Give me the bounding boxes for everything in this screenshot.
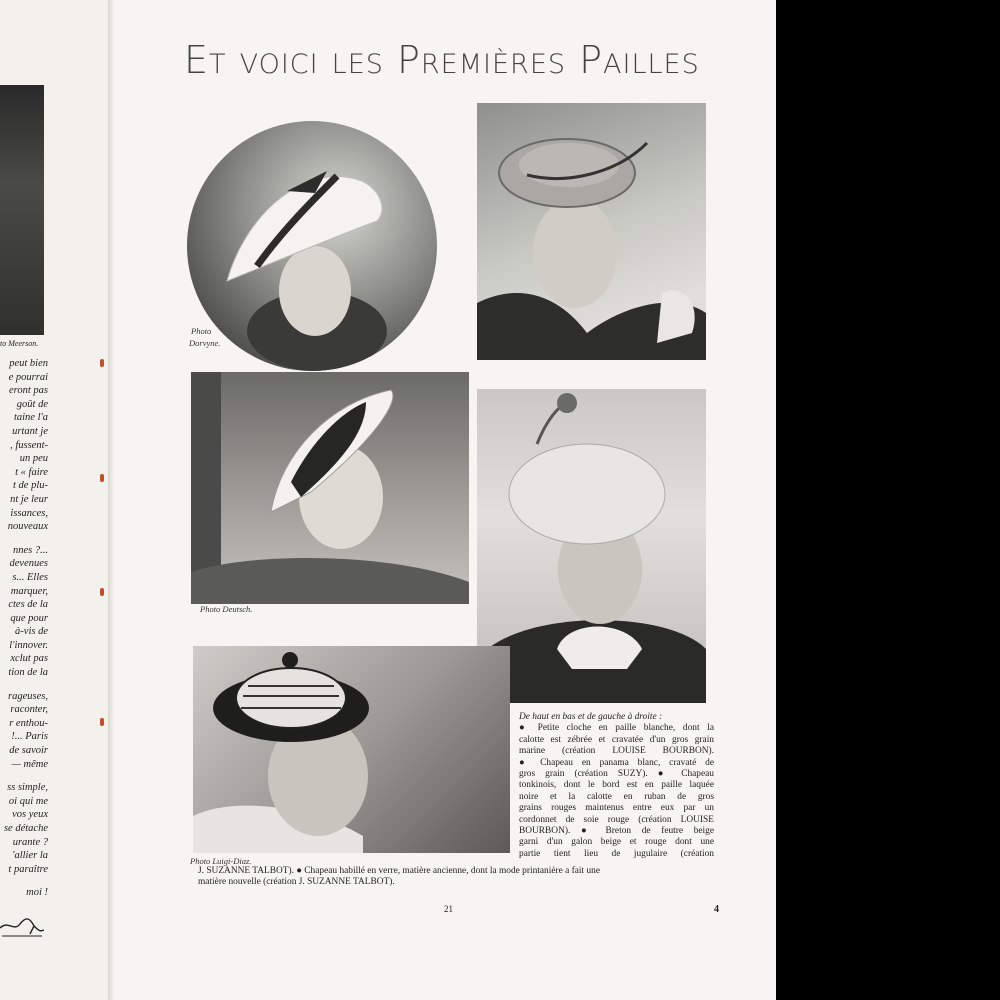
text-line: e pourrai — [8, 371, 48, 383]
photo-credit: Photo — [191, 326, 212, 336]
photo-panama-hat — [477, 103, 706, 360]
text-line: peut bien — [9, 358, 48, 369]
text-line: grains rouges maintenus entre eux par un — [519, 803, 714, 814]
text-line: vos yeux — [12, 809, 48, 821]
photo-credit: Photo Deutsch. — [200, 604, 253, 614]
text-line: urante ? — [12, 836, 48, 848]
caption-continuation — [198, 866, 600, 889]
text-line: eront pas — [9, 385, 48, 397]
hat-illustration — [477, 103, 706, 360]
text-line: oi qui me — [8, 795, 48, 807]
text-line: de savoir — [9, 745, 48, 757]
text-line: tonkinois, dont le bord est en paille laquée — [519, 780, 714, 791]
text-line: rageuses, — [8, 690, 48, 702]
text-line: taine l'a — [13, 412, 48, 424]
page-title: Et voici les Premières Pailles — [184, 38, 700, 82]
margin-mark — [100, 588, 104, 596]
text-line: t paraître — [8, 863, 48, 875]
text-line: , fussent- — [10, 439, 48, 451]
page-mark: 4 — [714, 904, 719, 915]
photo-caption — [519, 712, 714, 860]
hat-illustration — [187, 121, 437, 371]
text-line: t de plu- — [13, 480, 48, 492]
text-line: matière nouvelle (création J. SUZANNE TALBOT). — [198, 877, 395, 888]
text-line: BOURBON). ● Breton de feutre beige — [519, 826, 714, 837]
photo-tonkinois-hat — [191, 372, 469, 604]
text-line: ss simple, — [7, 782, 48, 794]
text-line: xclut pas — [10, 653, 48, 665]
text-line: ● Petite cloche en paille blanche, dont la — [519, 723, 714, 734]
text-line: s... Elles — [12, 571, 48, 583]
margin-mark — [100, 359, 104, 367]
photo-breton-hat — [477, 389, 706, 703]
left-page-photo — [0, 85, 44, 335]
text-line: moi ! — [26, 887, 48, 899]
text-line: à-vis de — [15, 626, 48, 638]
text-line: cordonnet de soie rouge (création LOUISE — [519, 814, 714, 825]
margin-mark — [100, 474, 104, 482]
text-line: tion de la — [8, 667, 48, 679]
photo-glass-hat — [193, 646, 510, 853]
text-line: se détache — [3, 823, 48, 834]
text-line: !... Paris — [11, 731, 48, 743]
text-line: marine (création LOUISE BOURBON). — [519, 746, 714, 757]
text-line: un peu — [19, 453, 48, 465]
signature-icon — [0, 910, 44, 940]
text-line: devenues — [9, 558, 48, 570]
paragraph-gap — [4, 680, 48, 690]
text-line: r enthou- — [9, 717, 48, 729]
text-line: De haut en bas et de gauche à droite : — [519, 712, 663, 722]
hat-illustration — [477, 389, 706, 703]
text-line: goût de — [16, 398, 48, 410]
hat-illustration — [193, 646, 510, 853]
text-line: partie tient lieu de jugulaire (création — [519, 848, 714, 859]
text-line: nnes ?... — [13, 544, 48, 556]
page-number: 21 — [444, 904, 453, 914]
hat-illustration — [191, 372, 469, 604]
text-line: l'innover. — [9, 639, 48, 651]
left-page — [0, 0, 110, 1000]
text-line: que pour — [10, 612, 48, 624]
text-line: urtant je — [12, 425, 48, 437]
text-line: garni d'un galon beige et rouge dont une — [519, 837, 714, 848]
text-line: raconter, — [10, 704, 48, 716]
text-line: ● Chapeau en panama blanc, cravaté de — [519, 757, 714, 768]
text-line: ctes de la — [8, 599, 48, 611]
photo-credit: Photo Luigi-Diaz. — [190, 856, 252, 866]
photo-credit: Dorvyne. — [189, 338, 221, 348]
text-line: issances, — [10, 507, 48, 519]
paragraph-gap — [4, 771, 48, 781]
left-page-text — [4, 357, 48, 900]
left-photo-credit: to Meerson. — [0, 339, 39, 348]
margin-mark — [100, 718, 104, 726]
photo-white-cloche — [187, 121, 437, 371]
text-line: J. SUZANNE TALBOT). ● Chapeau habillé en verre, matière ancienne, dont la mode printanière a fait une — [198, 866, 600, 876]
paragraph-gap — [4, 876, 48, 886]
text-line: nt je leur — [10, 493, 48, 505]
text-line: calotte est zébrée et cravatée d'un gros grain — [519, 734, 714, 745]
text-line: 'allier la — [12, 850, 48, 862]
text-line: noire et la calotte en ruban de gros — [519, 791, 714, 802]
text-line: — même — [11, 758, 48, 770]
text-line: nouveaux — [7, 521, 48, 533]
text-line: marquer, — [10, 585, 48, 597]
text-line: t « faire — [15, 466, 48, 478]
text-line: gros grain (création SUZY). ● Chapeau — [519, 769, 714, 780]
paragraph-gap — [4, 534, 48, 544]
